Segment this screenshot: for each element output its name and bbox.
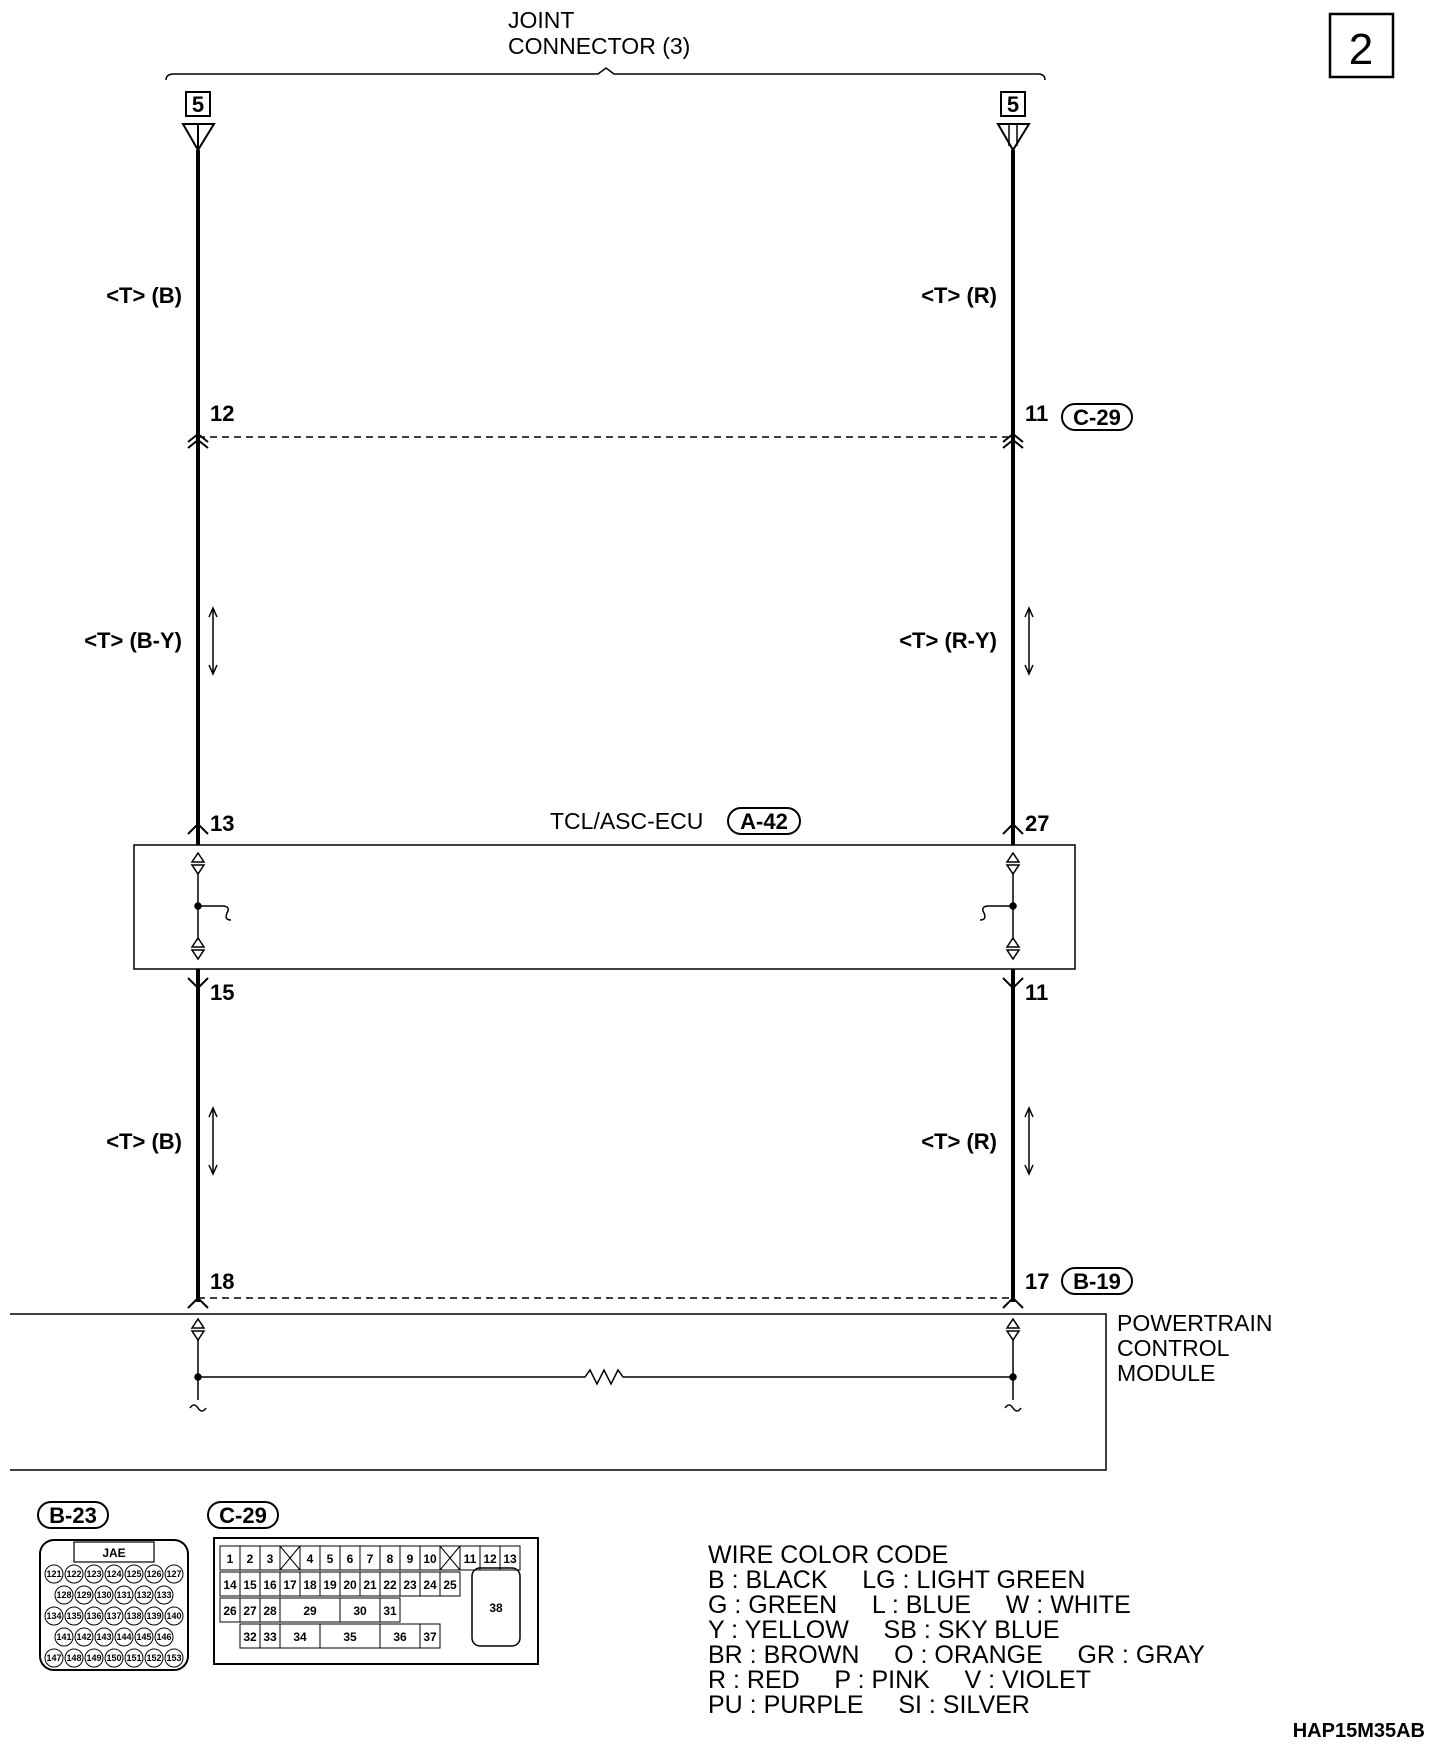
c29-pin-label: 26 <box>223 1604 237 1618</box>
legend-title: WIRE COLOR CODE <box>708 1541 949 1569</box>
b23-pin-label: 145 <box>136 1632 152 1642</box>
b23-pin-grid <box>45 1565 183 1667</box>
svg-text:5: 5 <box>1006 92 1020 117</box>
b23-pin-label: 123 <box>86 1569 102 1579</box>
legend-line-2: G : GREEN L : BLUE W : WHITE <box>708 1591 1131 1619</box>
c29-pin-label: 8 <box>386 1552 394 1566</box>
b23-pin-label: 144 <box>116 1632 132 1642</box>
b23-pin-label: 121 <box>46 1569 62 1579</box>
b23-pin-label: 134 <box>46 1611 62 1621</box>
ecu-pin-bottom-right: 11 <box>1025 980 1049 1005</box>
c29-pin-label: 17 <box>283 1578 297 1592</box>
b23-pin-label: 136 <box>86 1611 102 1621</box>
wire-label-mid-right: <T> (R-Y) <box>899 628 997 653</box>
joint-connector-brace <box>166 68 1045 80</box>
figure-code: HAP15M35AB <box>1292 1720 1425 1742</box>
c29-pin-label: 19 <box>323 1578 337 1592</box>
pcm-title-3: MODULE <box>1117 1360 1216 1386</box>
c29-pin-label: 2 <box>246 1552 254 1566</box>
wire-label-top-right: <T> (R) <box>921 283 997 308</box>
c29-pin-label: 36 <box>393 1630 407 1644</box>
wire-label-bottom-right: <T> (R) <box>921 1129 997 1154</box>
b23-pin-label: 152 <box>146 1653 162 1663</box>
b23-pin-label: 142 <box>76 1632 92 1642</box>
c29-face-id: C-29 <box>219 1503 267 1528</box>
ecu-pin-bottom-left: 15 <box>210 980 235 1005</box>
legend-line-3: Y : YELLOW SB : SKY BLUE <box>708 1616 1060 1644</box>
b23-pin-label: 139 <box>146 1611 162 1621</box>
b23-pin-label: 125 <box>126 1569 142 1579</box>
b23-pin-label: 131 <box>116 1590 132 1600</box>
c29-pin-label: 1 <box>226 1552 234 1566</box>
c29-pin-label: 20 <box>343 1578 357 1592</box>
page-number-box <box>1330 14 1393 77</box>
c29-pin-label: 3 <box>266 1552 274 1566</box>
c29-pin-left: 12 <box>210 401 235 426</box>
c29-blank-cell <box>280 1546 300 1570</box>
b23-pin-label: 127 <box>166 1569 182 1579</box>
b23-pin-label: 147 <box>46 1653 62 1663</box>
c29-pin-label: 9 <box>406 1552 414 1566</box>
ecu-box <box>134 845 1075 969</box>
wire-label-bottom-left: <T> (B) <box>106 1129 182 1154</box>
joint-pin-right <box>998 92 1029 150</box>
b23-pin-label: 124 <box>106 1569 122 1579</box>
b23-pin-label: 143 <box>96 1632 112 1642</box>
b23-pin-label: 138 <box>126 1611 142 1621</box>
c29-pin-label: 29 <box>303 1604 317 1618</box>
b23-pin-label: 151 <box>126 1653 142 1663</box>
joint-connector-title-2: CONNECTOR (3) <box>508 33 691 59</box>
ecu-pin-top-right: 27 <box>1025 811 1050 836</box>
c29-pin-right: 11 <box>1025 401 1049 426</box>
c29-pin-38: 38 <box>489 1601 503 1615</box>
c29-pin-label: 10 <box>423 1552 437 1566</box>
c29-pin-label: 22 <box>383 1578 397 1592</box>
signal-arrow-mid-left <box>209 608 217 674</box>
c29-pin-label: 5 <box>326 1552 334 1566</box>
legend-line-6: PU : PURPLE SI : SILVER <box>708 1691 1030 1719</box>
c29-pin-label: 31 <box>383 1604 397 1618</box>
wire-label-mid-left: <T> (B-Y) <box>84 628 182 653</box>
connector-b23-face <box>38 1502 188 1670</box>
signal-arrow-bottom-left <box>209 1108 217 1174</box>
b23-pin-label: 148 <box>66 1653 82 1663</box>
c29-pin-label: 23 <box>403 1578 417 1592</box>
c29-pin-label: 7 <box>366 1552 374 1566</box>
legend-line-4: BR : BROWN O : ORANGE GR : GRAY <box>708 1641 1205 1669</box>
c29-pin-label: 16 <box>263 1578 277 1592</box>
b23-maker: JAE <box>102 1546 126 1560</box>
c29-pin-label: 21 <box>363 1578 377 1592</box>
c29-pin-label: 12 <box>483 1552 497 1566</box>
c29-pin-label: 18 <box>303 1578 317 1592</box>
c29-pin-label: 24 <box>423 1578 437 1592</box>
b23-pin-label: 126 <box>146 1569 162 1579</box>
joint-pin-left <box>183 92 214 150</box>
connector-c29-face <box>208 1502 538 1664</box>
c29-pin-label: 28 <box>263 1604 277 1618</box>
pcm-box <box>10 1314 1106 1470</box>
b23-pin-label: 128 <box>56 1590 72 1600</box>
c29-pin-grid <box>220 1546 520 1648</box>
ecu-pin-top-left: 13 <box>210 811 235 836</box>
b19-pin-left: 18 <box>210 1269 235 1294</box>
b23-pin-label: 122 <box>66 1569 82 1579</box>
c29-pin-label: 11 <box>463 1552 477 1566</box>
connector-b19-junction <box>188 1268 1132 1308</box>
c29-id-label: C-29 <box>1073 405 1121 430</box>
b23-pin-label: 135 <box>66 1611 82 1621</box>
c29-pin-label: 30 <box>353 1604 367 1618</box>
wire-label-top-left: <T> (B) <box>106 283 182 308</box>
b23-face-id: B-23 <box>49 1503 97 1528</box>
svg-text:5: 5 <box>191 92 205 117</box>
b23-pin-label: 130 <box>96 1590 112 1600</box>
page-number: 2 <box>1348 25 1374 74</box>
b23-pin-label: 146 <box>156 1632 172 1642</box>
c29-blank-cell <box>440 1546 460 1570</box>
c29-pin-label: 35 <box>343 1630 357 1644</box>
c29-pin-label: 32 <box>243 1630 257 1644</box>
ecu-title: TCL/ASC-ECU <box>550 808 704 834</box>
b23-pin-label: 137 <box>106 1611 122 1621</box>
b23-pin-label: 132 <box>136 1590 152 1600</box>
c29-pin-label: 27 <box>243 1604 257 1618</box>
c29-pin-label: 37 <box>423 1630 437 1644</box>
legend-line-5: R : RED P : PINK V : VIOLET <box>708 1666 1091 1694</box>
c29-pin-label: 15 <box>243 1578 257 1592</box>
b23-pin-label: 129 <box>76 1590 92 1600</box>
b19-id-label: B-19 <box>1073 1269 1121 1294</box>
c29-pin-label: 34 <box>293 1630 307 1644</box>
signal-arrow-bottom-right <box>1025 1108 1033 1174</box>
c29-pin-label: 33 <box>263 1630 277 1644</box>
wire-color-legend <box>708 1541 1205 1719</box>
c29-pin-label: 13 <box>503 1552 517 1566</box>
b23-pin-label: 153 <box>166 1653 182 1663</box>
joint-connector-title-1: JOINT <box>508 7 575 33</box>
c29-pin-label: 4 <box>306 1552 314 1566</box>
b23-pin-label: 133 <box>156 1590 172 1600</box>
pcm-title-2: CONTROL <box>1117 1335 1230 1361</box>
b23-pin-label: 140 <box>166 1611 182 1621</box>
connector-c29-junction <box>188 401 1132 448</box>
b23-pin-label: 141 <box>56 1632 72 1642</box>
c29-pin-label: 25 <box>443 1578 457 1592</box>
c29-pin-label: 6 <box>346 1552 354 1566</box>
signal-arrow-mid-right <box>1025 608 1033 674</box>
pcm-title-1: POWERTRAIN <box>1117 1310 1273 1336</box>
legend-line-1: B : BLACK LG : LIGHT GREEN <box>708 1566 1086 1594</box>
b23-pin-label: 149 <box>86 1653 102 1663</box>
ecu-id-label: A-42 <box>740 809 788 834</box>
b23-pin-label: 150 <box>106 1653 122 1663</box>
b19-pin-right: 17 <box>1025 1269 1050 1294</box>
c29-pin-label: 14 <box>223 1578 237 1592</box>
